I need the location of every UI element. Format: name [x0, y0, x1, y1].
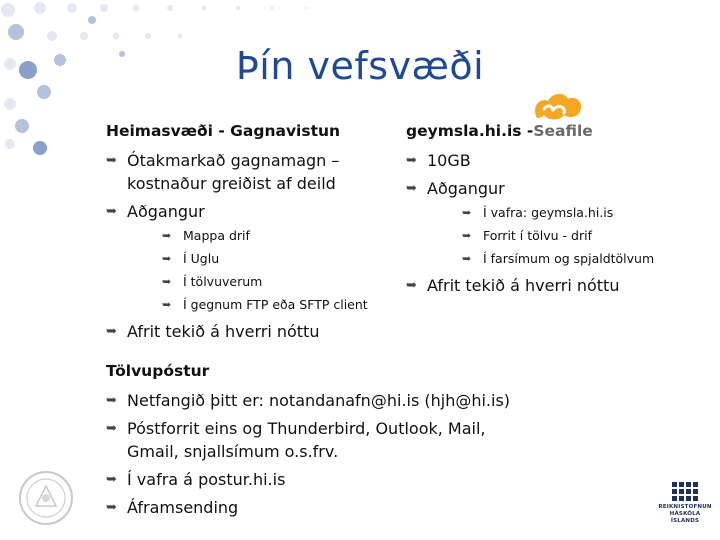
- list-item-text: Í vafra á postur.hi.is: [127, 470, 286, 489]
- list-item: [106, 200, 406, 315]
- email-heading: Tölvupóstur: [106, 362, 210, 380]
- sublist-item: [427, 249, 706, 269]
- chevron-bullet-icon: ➥: [162, 298, 172, 311]
- seafile-section: [406, 121, 706, 302]
- page-title: Þín vefsvæði: [235, 44, 485, 88]
- university-seal-icon: [18, 470, 74, 526]
- sublist-item-text: Í Uglu: [183, 251, 220, 266]
- list-item: [406, 149, 706, 172]
- chevron-bullet-icon: ➥: [406, 278, 417, 293]
- rhi-logo-grid: [672, 482, 698, 501]
- sublist-item: [127, 226, 406, 246]
- list-item: [106, 149, 406, 195]
- rhi-logo-line2: HÁSKÓLA ÍSLANDS: [669, 511, 701, 524]
- seafile-heading-text: geymsla.hi.is -: [406, 122, 534, 140]
- sublist-item: [127, 249, 406, 269]
- list-item: [106, 468, 666, 491]
- sublist-item-text: Í farsímum og spjaldtölvum: [483, 251, 655, 266]
- list-item: [106, 496, 666, 519]
- sublist-item: [427, 203, 706, 223]
- rhi-logo-line1: REIKNISTOFNUN: [658, 504, 712, 510]
- chevron-bullet-icon: ➥: [106, 153, 117, 168]
- chevron-bullet-icon: ➥: [162, 229, 172, 242]
- chevron-bullet-icon: ➥: [162, 252, 172, 265]
- chevron-bullet-icon: ➥: [106, 472, 117, 487]
- sublist-item-text: Í gegnum FTP eða SFTP client: [183, 297, 368, 312]
- email-list: [106, 389, 666, 519]
- access-sublist: [127, 226, 406, 315]
- chevron-bullet-icon: ➥: [462, 229, 472, 242]
- list-item: [106, 320, 406, 343]
- list-item-text: Afrit tekið á hverri nóttu: [427, 276, 620, 295]
- chevron-bullet-icon: ➥: [106, 324, 117, 339]
- list-item-text: Afrit tekið á hverri nóttu: [127, 322, 320, 341]
- sublist-item: [127, 272, 406, 292]
- sublist-item-text: Í tölvuverum: [183, 274, 263, 289]
- chevron-bullet-icon: ➥: [406, 181, 417, 196]
- home-storage-heading: Heimasvæði - Gagnavistun: [106, 122, 341, 140]
- list-item-text: Netfangið þitt er: notandanafn@hi.is (hjh@hi.is): [127, 391, 511, 410]
- list-item: [406, 274, 706, 297]
- seafile-brand-text: Seafile: [533, 122, 593, 140]
- list-item-text: Áframsending: [127, 498, 239, 517]
- access-sublist: [427, 203, 706, 269]
- chevron-bullet-icon: ➥: [106, 500, 117, 515]
- chevron-bullet-icon: ➥: [162, 275, 172, 288]
- chevron-bullet-icon: ➥: [406, 153, 417, 168]
- home-storage-section: [106, 121, 406, 348]
- list-item: [406, 177, 706, 269]
- rhi-logo-icon: [656, 482, 714, 528]
- list-item: [106, 389, 666, 412]
- list-item-text: Póstforrit eins og Thunderbird, Outlook, Mail, Gmail, snjallsímum o.s.frv.: [127, 419, 486, 461]
- sublist-item-text: Forrit í tölvu - drif: [483, 228, 592, 243]
- sublist-item-text: Mappa drif: [183, 228, 250, 243]
- seafile-list: [406, 149, 706, 297]
- chevron-bullet-icon: ➥: [106, 204, 117, 219]
- sublist-item: [427, 226, 706, 246]
- list-item-text: Aðgangur: [427, 179, 505, 198]
- home-storage-list: [106, 149, 406, 343]
- email-section: [106, 361, 666, 524]
- sublist-item-text: Í vafra: geymsla.hi.is: [483, 205, 614, 220]
- list-item-text: Aðgangur: [127, 202, 205, 221]
- chevron-bullet-icon: ➥: [106, 421, 117, 436]
- chevron-bullet-icon: ➥: [462, 206, 472, 219]
- seafile-logo-icon: [530, 89, 586, 125]
- chevron-bullet-icon: ➥: [106, 393, 117, 408]
- sublist-item: [127, 295, 406, 315]
- chevron-bullet-icon: ➥: [462, 252, 472, 265]
- list-item-text: 10GB: [427, 151, 471, 170]
- list-item-text: Ótakmarkað gagnamagn – kostnaður greiðist af deild: [127, 151, 340, 193]
- list-item: [106, 417, 527, 463]
